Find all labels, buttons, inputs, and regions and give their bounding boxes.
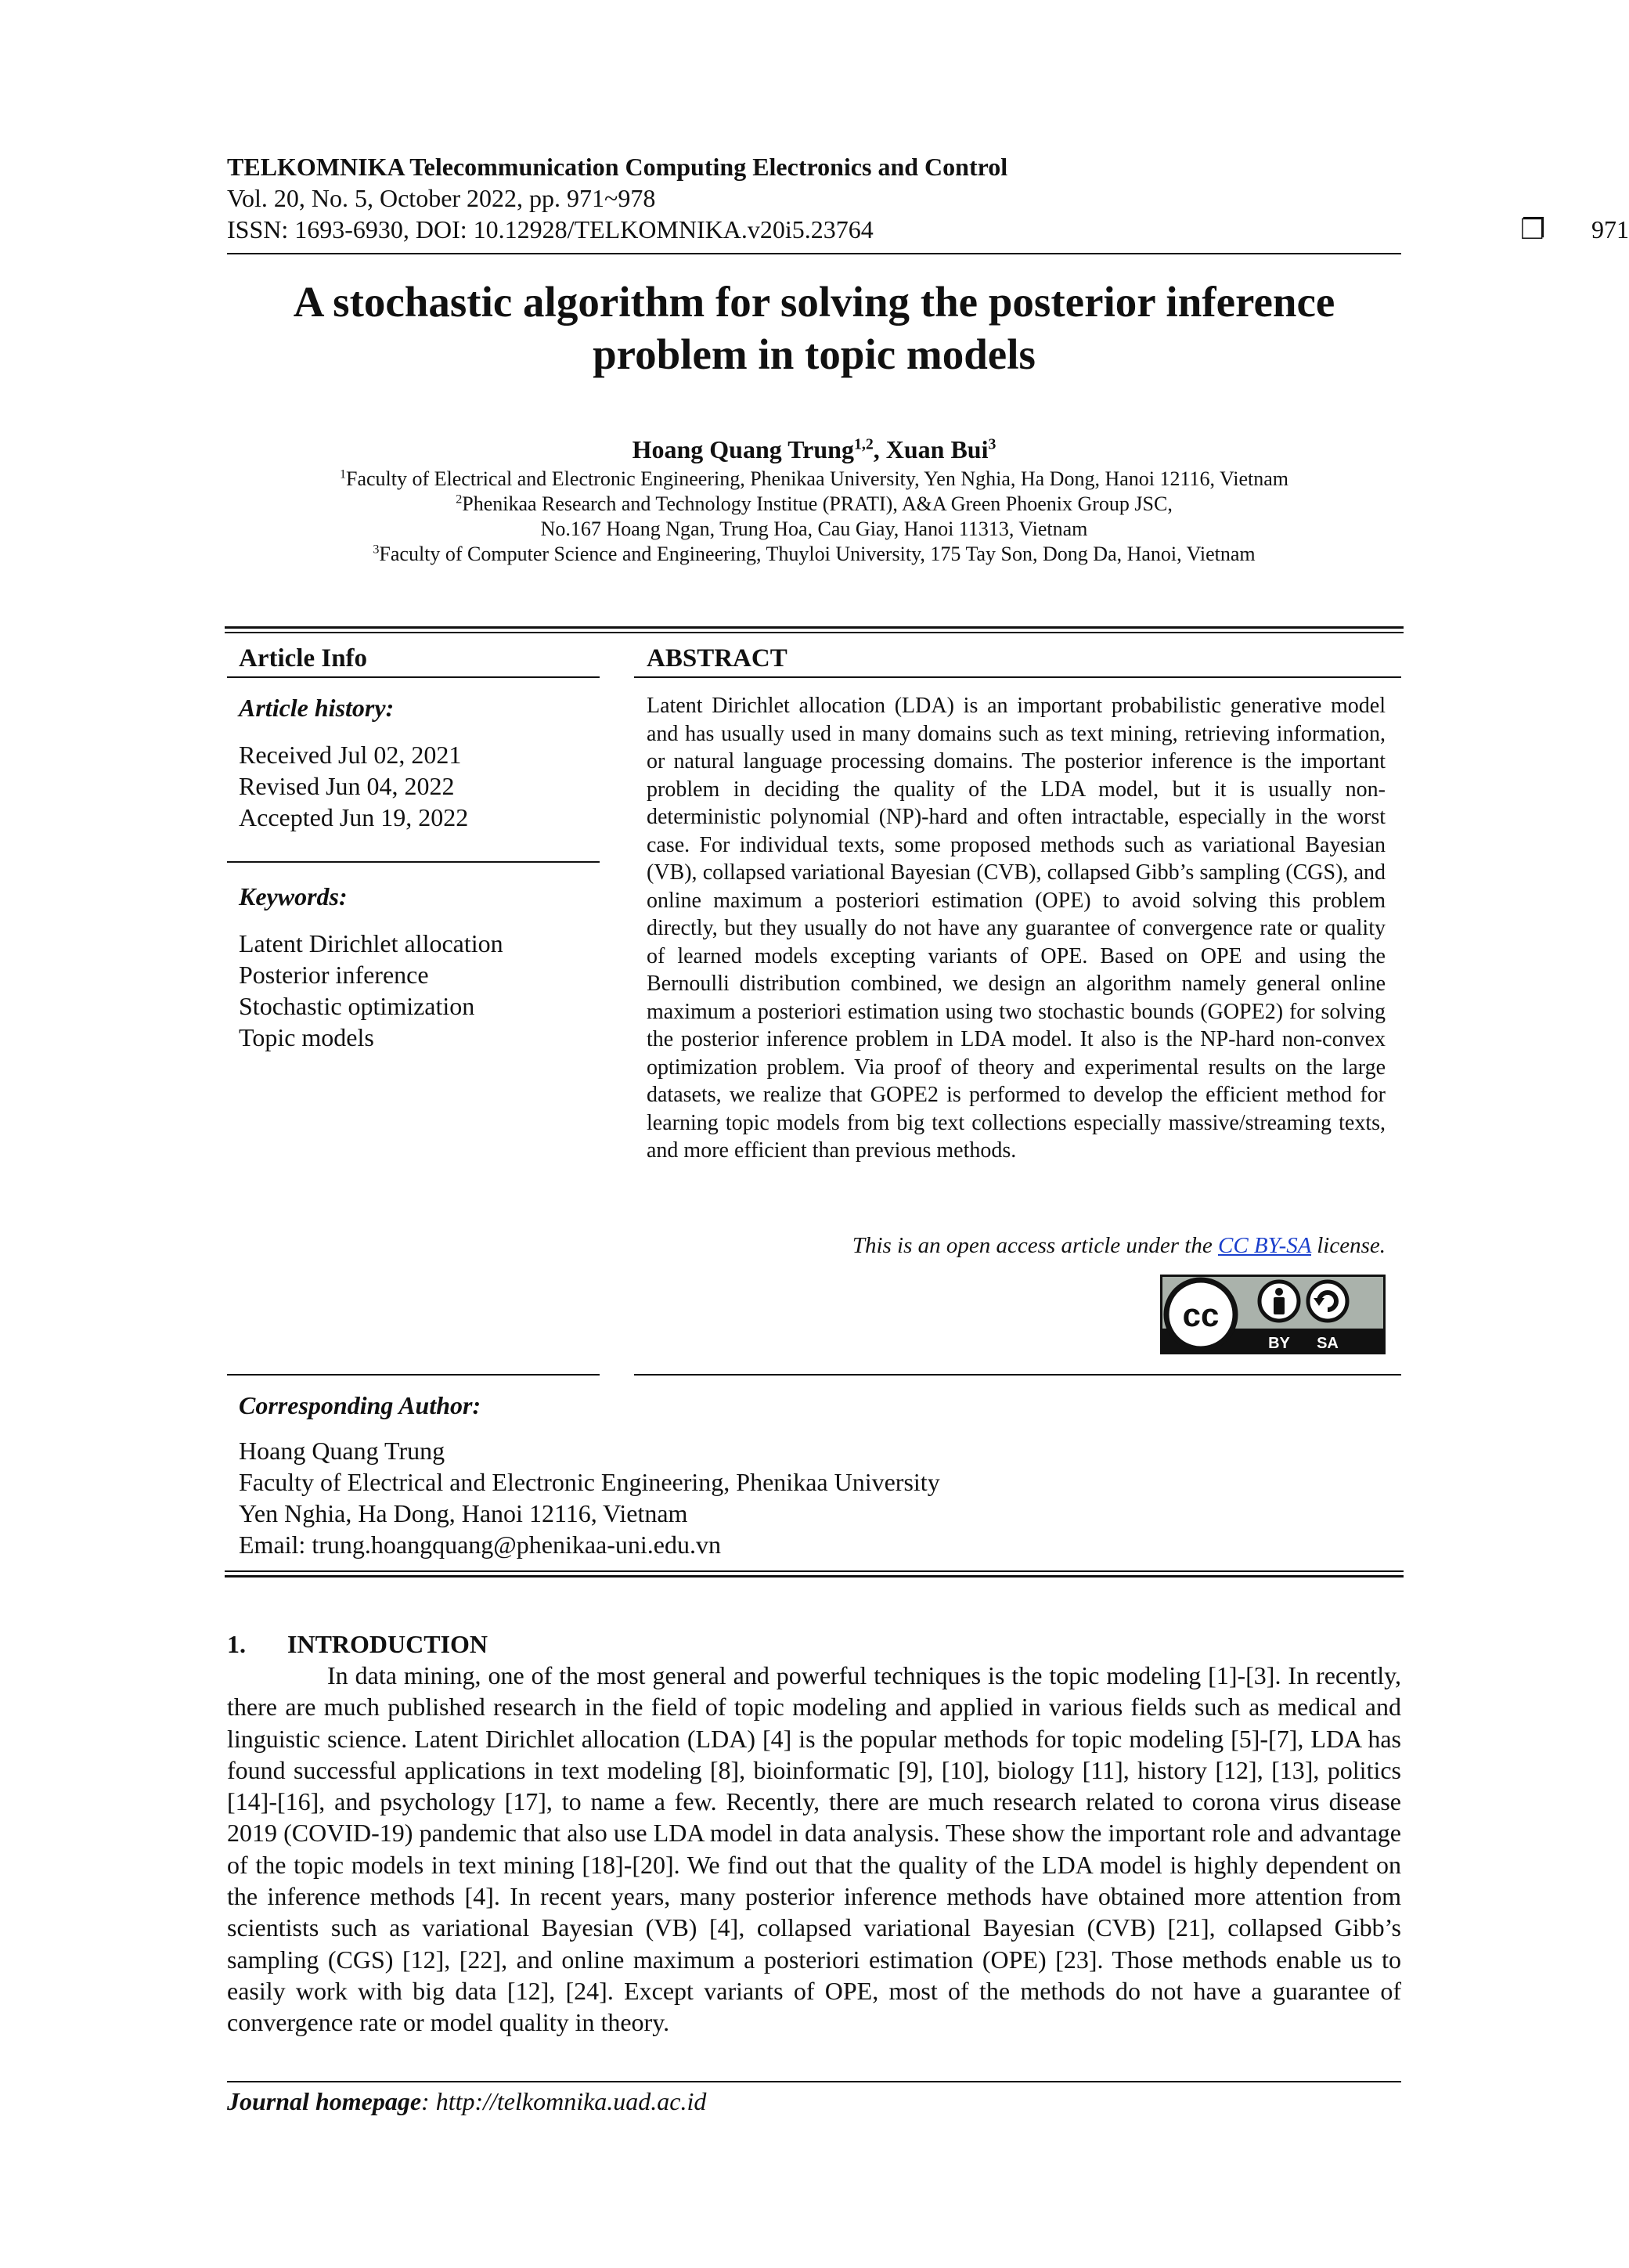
section-title: INTRODUCTION — [287, 1630, 488, 1658]
author-1: Hoang Quang Trung — [632, 435, 854, 463]
journal-volume: Vol. 20, No. 5, October 2022, pp. 971~978 — [227, 184, 656, 212]
article-info-column — [239, 642, 599, 675]
keyword: Latent Dirichlet allocation — [239, 929, 503, 957]
cc-by-sa-badge[interactable] — [1160, 1275, 1386, 1354]
author-2: Xuan Bui — [885, 435, 989, 463]
cc-letters: cc — [1182, 1296, 1220, 1333]
article-history — [239, 692, 599, 833]
keywords-bottom-rule — [227, 1374, 600, 1376]
corresponding-address: Yen Nghia, Ha Dong, Hanoi 12116, Vietnam — [239, 1499, 688, 1527]
affiliation-text: Faculty of Computer Science and Engineering, Thuyloi University, 175 Tay Son, Dong Da, Hanoi, Vietnam — [379, 543, 1256, 565]
journal-header — [227, 151, 1629, 245]
accepted-date: Accepted Jun 19, 2022 — [239, 803, 469, 831]
by-label: BY — [1268, 1335, 1290, 1352]
license-statement — [647, 1231, 1386, 1260]
title-line-2: problem in topic models — [593, 330, 1036, 378]
history-heading: Article history: — [239, 694, 395, 722]
keyword: Posterior inference — [239, 961, 429, 989]
footer-rule — [227, 2081, 1401, 2082]
introduction-paragraph: In data mining, one of the most general and powerful techniques is the topic modeling [1]-[3]. In recently, there are much published research in the field of topic modeling and applied in various fields such as medical and linguistic science. Latent Dirichlet allocation (LDA) [4] is the popular methods for topic modeling [5]-[7], LDA has found successful applications in text modeling [8], bioinformatic [9], [10], biology [11], history [12], [13], politics [14]-[16], and psychology [17], to name a few. Recently, there are much research related to corona virus disease 2019 (COVID-19) pandemic that also use LDA model in data analysis. These show the important role and advantage of the topic models in text mining [18]-[20]. We find out that the quality of the LDA model is highly dependent on the inference methods [4]. In recent years, many posterior inference methods have obtained more attention from scientists such as variational Bayesian (VB) [4], collapsed variational Bayesian (CVB) [21], collapsed Gibb’s sampling (CGS) [12], [22], and online maximum a posteriori estimation (OPE) [23]. Those methods enable us to easily work with big data [12], [24]. Except variants of OPE, most of the methods do not have a guarantee of convergence rate or model quality in theory. — [227, 1661, 1401, 2037]
affiliation-sup: 2 — [456, 492, 463, 507]
author-2-affil: 3 — [988, 435, 997, 453]
author-1-affil: 1,2 — [853, 435, 874, 453]
corresponding-author — [239, 1390, 1397, 1560]
article-info-heading: Article Info — [239, 644, 368, 672]
share-alike-icon — [1308, 1282, 1347, 1321]
affiliation-3 — [227, 542, 1401, 567]
abstract-bottom-rule — [634, 1374, 1401, 1376]
keywords-heading: Keywords: — [239, 882, 348, 910]
history-rule — [227, 861, 600, 863]
info-bottom-double-rule — [225, 1570, 1404, 1578]
corresponding-name: Hoang Quang Trung — [239, 1437, 445, 1465]
affiliation-text: Faculty of Electrical and Electronic Engineering, Phenikaa University, Yen Nghia, Ha Dong, Hanoi 12116, Vietnam — [346, 467, 1289, 490]
affiliations — [227, 467, 1401, 567]
journal-issn-doi: ISSN: 1693-6930, DOI: 10.12928/TELKOMNIKA.v20i5.23764 — [227, 215, 874, 243]
license-prefix: This is an open access article under the — [852, 1233, 1218, 1258]
footer-url[interactable]: : http://telkomnika.uad.ac.id — [421, 2087, 707, 2115]
revised-date: Revised Jun 04, 2022 — [239, 772, 455, 800]
license-link[interactable]: CC BY-SA — [1218, 1233, 1311, 1258]
journal-name: TELKOMNIKA Telecommunication Computing Electronics and Control — [227, 153, 1008, 181]
keywords-block — [239, 881, 599, 1053]
title-line-1: A stochastic algorithm for solving the posterior inference — [293, 278, 1335, 326]
received-date: Received Jul 02, 2021 — [239, 741, 462, 769]
header-rule — [227, 253, 1401, 254]
abstract-rule — [634, 676, 1401, 678]
journal-issn-row — [227, 214, 1629, 245]
author-line — [227, 434, 1401, 465]
abstract-heading: ABSTRACT — [647, 644, 787, 672]
section-number: 1. — [227, 1630, 246, 1658]
affiliation-text: No.167 Hoang Ngan, Trung Hoa, Cau Giay, Hanoi 11313, Vietnam — [540, 517, 1088, 540]
affiliation-text: Phenikaa Research and Technology Institue (PRATI), A&A Green Phoenix Group JSC, — [462, 492, 1173, 515]
sa-label: SA — [1317, 1335, 1339, 1352]
affiliation-2-cont — [227, 517, 1401, 542]
license-suffix: license. — [1310, 1233, 1386, 1258]
affiliation-2 — [227, 492, 1401, 517]
box-icon: ❐ — [1520, 214, 1546, 245]
article-info-rule — [227, 676, 600, 678]
corresponding-dept: Faculty of Electrical and Electronic Engineering, Phenikaa University — [239, 1468, 940, 1496]
paper-title — [227, 276, 1401, 380]
keyword: Stochastic optimization — [239, 992, 475, 1020]
affiliation-sup: 1 — [339, 467, 347, 481]
keyword: Topic models — [239, 1023, 374, 1051]
journal-footer — [227, 2086, 706, 2117]
corresponding-email: Email: trung.hoangquang@phenikaa-uni.edu.vn — [239, 1531, 721, 1559]
affiliation-1 — [227, 467, 1401, 492]
info-top-double-rule — [225, 626, 1404, 633]
section-heading — [227, 1628, 488, 1660]
page-number: 971 — [1591, 215, 1629, 243]
footer-label: Journal homepage — [227, 2087, 422, 2115]
author-separator: , — [873, 435, 886, 463]
abstract-text: Latent Dirichlet allocation (LDA) is an important probabilistic generative model and has usually used in many domains such as text mining, retrieving information, or natural language processing domains. The posterior inference is the important problem in deciding the quality of the LDA model, but it is usually non-deterministic polynomial (NP)-hard and often intractable, especially in the worst case. For individual texts, some proposed methods such as variational Bayesian (VB), collapsed variational Bayesian (CVB), collapsed Gibb’s sampling (CGS), and online maximum a posteriori estimation (OPE) to avoid solving this problem directly, but they usually do not have any guarantee of convergence rate or quality of learned models excepting variants of OPE. Based on OPE and using the Bernoulli distribution combined, we design an algorithm namely general online maximum a posteriori estimation using two stochastic bounds (GOPE2) for solving the posterior inference problem in LDA model. It also is the NP-hard non-convex optimization problem. Via proof of theory and experimental results on the large datasets, we realize that GOPE2 is performed to develop the efficient method for learning topic models from big text collections especially massive/streaming texts, and more efficient than previous methods. — [647, 694, 1386, 1163]
corresponding-heading: Corresponding Author: — [239, 1391, 481, 1419]
affiliation-sup: 3 — [373, 543, 380, 557]
